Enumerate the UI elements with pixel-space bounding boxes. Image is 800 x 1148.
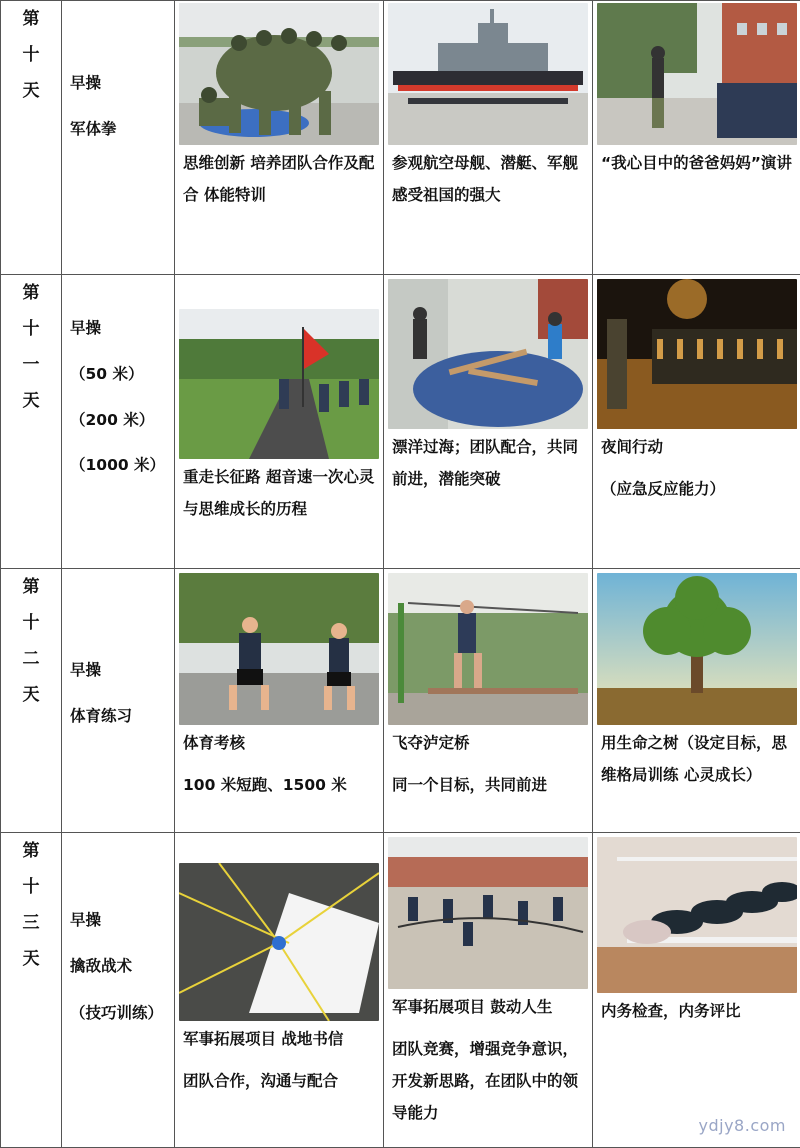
schedule-row [1,569,800,833]
team-crossing-photo [388,279,588,429]
aircraft-carrier-visit-photo [388,3,588,145]
plan-line: 军体拳 [62,106,174,152]
activity-cell [175,569,384,833]
plan-line: 早操 [62,897,174,943]
battlefield-letter-photo [179,863,379,1021]
activity-caption: 思维创新 培养团队合作及配合 体能特训 [183,147,377,211]
tree-of-life-photo [597,573,797,725]
activity-caption: 用生命之树（设定目标，思维格局训练 心灵成长） [601,727,795,791]
schedule-row [1,833,800,1148]
rope-bridge-photo [388,573,588,725]
plan-line: （50 米） [62,351,174,397]
activity-cell [593,275,800,569]
plan-line: （200 米） [62,397,174,443]
activity-cell [384,833,593,1148]
sprint-race-photo [179,573,379,725]
speech-outdoor-photo [597,3,797,145]
day-label: 第十天 [20,1,42,109]
activity-caption: 重走长征路 超音速一次心灵与思维成长的历程 [183,461,377,525]
plan-line: 擒敌战术 [62,943,174,989]
day-label: 第十一天 [20,275,42,419]
activity-cell [384,275,593,569]
activity-caption: 团队竞赛，增强竞争意识，开发新思路，在团队中的领导能力 [392,1033,586,1129]
activity-cell [593,569,800,833]
soldiers-huddle-photo [179,3,379,145]
activity-cell [384,1,593,275]
activity-cell [175,1,384,275]
long-march-flag-photo [179,309,379,459]
activity-caption: （应急反应能力） [601,473,795,505]
activity-caption: 军事拓展项目 鼓动人生 [392,991,586,1023]
schedule-row [1,275,800,569]
activity-caption: “我心目中的爸爸妈妈”演讲 [601,147,795,179]
day-label: 第十三天 [20,833,42,977]
activity-caption: 同一个目标，共同前进 [392,769,586,801]
plan-line: （技巧训练） [62,989,174,1029]
activity-caption: 团队合作，沟通与配合 [183,1065,377,1097]
plan-cell [62,275,175,569]
activity-caption: 参观航空母舰、潜艇、军舰 感受祖国的强大 [392,147,586,211]
activity-caption: 军事拓展项目 战地书信 [183,1023,377,1055]
activity-caption: 100 米短跑、1500 米 [183,769,377,801]
plan-cell [62,1,175,275]
activity-caption: 飞夺泸定桥 [392,727,586,759]
activity-cell [384,569,593,833]
site-watermark: ydjy8.com [699,1116,786,1135]
activity-cell [175,275,384,569]
day-label: 第十二天 [20,569,42,713]
plan-line: 早操 [62,647,174,693]
shoe-rack-photo [597,837,797,993]
schedule-row [1,1,800,275]
plan-line: 早操 [62,305,174,351]
plan-line: 早操 [62,60,174,106]
plan-line: （1000 米） [62,443,174,481]
activity-cell [593,1,800,275]
activity-cell [175,833,384,1148]
day-cell [1,569,62,833]
night-action-photo [597,279,797,429]
day-cell [1,833,62,1148]
plan-cell [62,569,175,833]
activity-caption: 漂洋过海；团队配合，共同前进，潜能突破 [392,431,586,495]
activity-caption: 夜间行动 [601,431,795,463]
day-cell [1,1,62,275]
plan-line: 体育练习 [62,693,174,739]
plan-cell [62,833,175,1148]
day-cell [1,275,62,569]
activity-caption: 内务检查，内务评比 [601,995,795,1027]
rope-team-game-photo [388,837,588,989]
activity-caption: 体育考核 [183,727,377,759]
activity-cell [593,833,800,1148]
